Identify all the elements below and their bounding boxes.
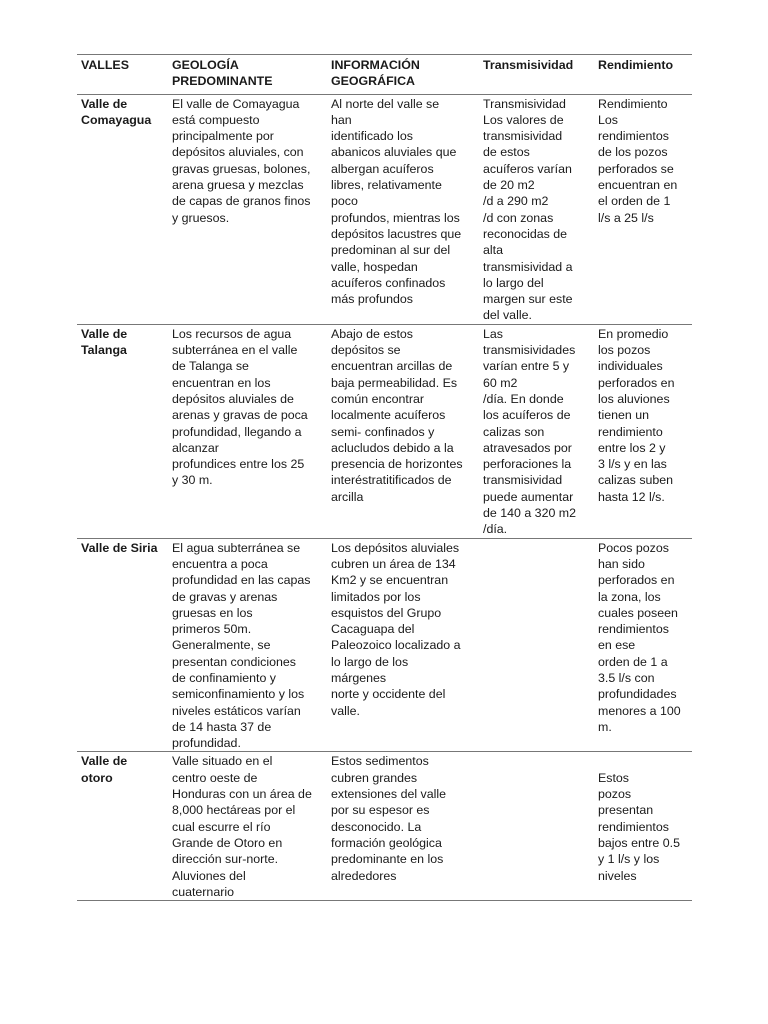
header-valles: VALLES xyxy=(77,55,168,95)
header-geologia: GEOLOGÍA PREDOMINANTE xyxy=(168,55,327,95)
cell-informacion: Abajo de estos depósitos se encuentran arcillas de baja permeabilidad. Es común encontrar localmente acuíferos semi- confinados y aclucludos debido a la presencia de horizontes interéstratitificados de arcilla xyxy=(327,324,479,538)
cell-transmisividad xyxy=(479,752,594,901)
table-header-row xyxy=(77,55,692,95)
cell-geologia: Valle situado en el centro oeste de Honduras con un área de 8,000 hectáreas por el cual escurre el río Grande de Otoro en dirección sur-norte. Aluviones del cuaternario xyxy=(168,752,327,901)
cell-valle: Valle de Talanga xyxy=(77,324,168,538)
cell-rendimiento: En promedio los pozos individuales perforados en los aluviones tienen un rendimiento entre los 2 y 3 l/s y en las calizas suben hasta 12 l/s. xyxy=(594,324,692,538)
table-row xyxy=(77,752,692,901)
cell-geologia: Los recursos de agua subterránea en el valle de Talanga se encuentran en los depósitos aluviales de arenas y gravas de poca profundidad, llegando a alcanzar profundices entre los 25 y 30 m. xyxy=(168,324,327,538)
header-informacion: INFORMACIÓN GEOGRÁFICA xyxy=(327,55,479,95)
document-page xyxy=(77,54,692,901)
cell-valle: Valle de Siria xyxy=(77,538,168,752)
cell-rendimiento: Rendimiento Los rendimientos de los pozos perforados se encuentran en el orden de 1 l/s a 25 l/s xyxy=(594,94,692,324)
table-row xyxy=(77,94,692,324)
cell-transmisividad: Transmisividad Los valores de transmisividad de estos acuíferos varían de 20 m2 /d a 290 m2 /d con zonas reconocidas de alta transmisividad a lo largo del margen sur este del valle. xyxy=(479,94,594,324)
cell-informacion: Al norte del valle se han identificado los abanicos aluviales que albergan acuíferos libres, relativamente poco profundos, mientras los depósitos lacustres que predominan al sur del valle, hospedan acuíferos confinados más profundos xyxy=(327,94,479,324)
header-rendimiento: Rendimiento xyxy=(594,55,692,95)
cell-informacion: Los depósitos aluviales cubren un área de 134 Km2 y se encuentran limitados por los esquistos del Grupo Cacaguapa del Paleozoico localizado a lo largo de los márgenes norte y occidente del valle. xyxy=(327,538,479,752)
valleys-table xyxy=(77,54,692,901)
cell-valle: Valle de Comayagua xyxy=(77,94,168,324)
cell-rendimiento: Estos pozos presentan rendimientos bajos entre 0.5 y 1 l/s y los niveles xyxy=(594,752,692,901)
cell-transmisividad: Las transmisividades varían entre 5 y 60 m2 /día. En donde los acuíferos de calizas son atravesados por perforaciones la transmisividad puede aumentar de 140 a 320 m2 /día. xyxy=(479,324,594,538)
cell-informacion: Estos sedimentos cubren grandes extensiones del valle por su espesor es desconocido. La formación geológica predominante en los alrededores xyxy=(327,752,479,901)
cell-rendimiento: Pocos pozos han sido perforados en la zona, los cuales poseen rendimientos en ese orden de 1 a 3.5 l/s con profundidades menores a 100 m. xyxy=(594,538,692,752)
header-transmisividad: Transmisividad xyxy=(479,55,594,95)
cell-geologia: El valle de Comayagua está compuesto principalmente por depósitos aluviales, con gravas gruesas, bolones, arena gruesa y mezclas de capas de granos finos y gruesos. xyxy=(168,94,327,324)
cell-geologia: El agua subterránea se encuentra a poca profundidad en las capas de gravas y arenas gruesas en los primeros 50m. Generalmente, se presentan condiciones de confinamiento y semiconfinamiento y los niveles estáticos varían de 14 hasta 37 de profundidad. xyxy=(168,538,327,752)
cell-transmisividad xyxy=(479,538,594,752)
table-row xyxy=(77,538,692,752)
table-row xyxy=(77,324,692,538)
cell-valle: Valle de otoro xyxy=(77,752,168,901)
